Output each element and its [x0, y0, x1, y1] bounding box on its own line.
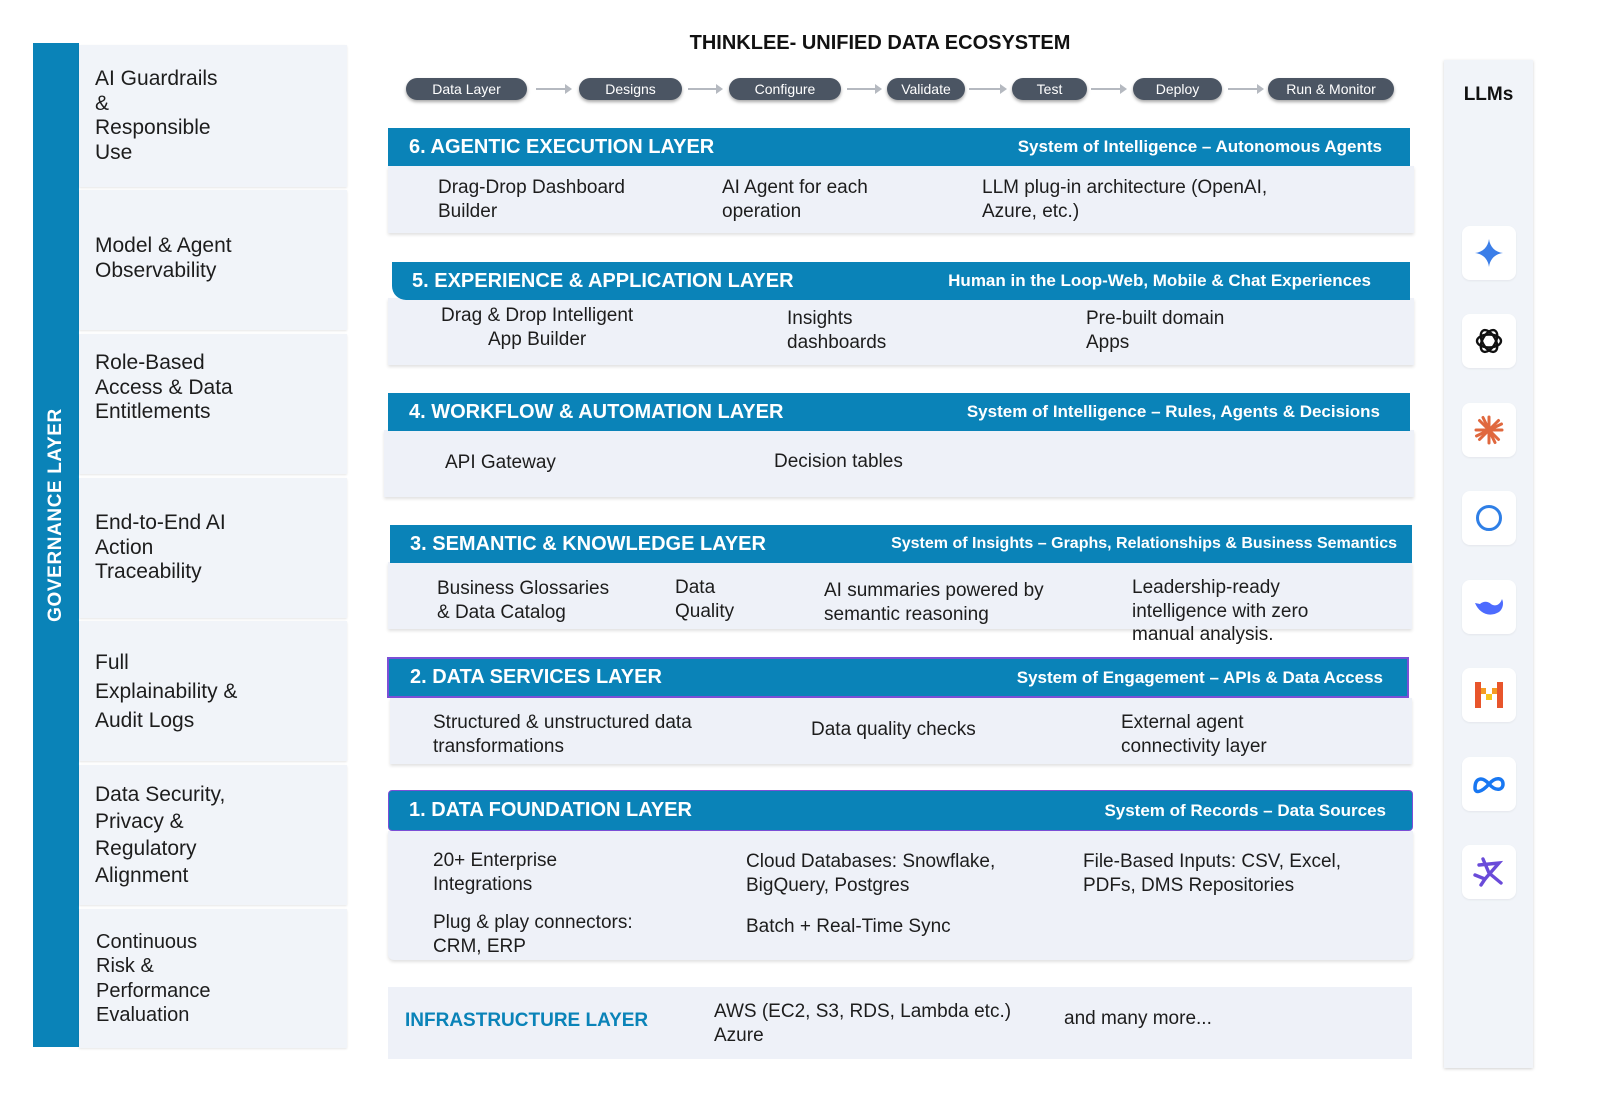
llm-panel	[1444, 60, 1533, 1068]
gemini-icon	[1462, 226, 1516, 280]
meta-icon	[1462, 757, 1516, 811]
layer-item: Pre-built domain Apps	[1086, 308, 1225, 353]
layer-item: AI summaries powered by semantic reasoning	[824, 580, 1044, 625]
layer-item: Business Glossaries & Data Catalog	[437, 578, 610, 623]
layer-tagline: System of Intelligence – Rules, Agents & Decisions	[966, 402, 1380, 421]
claude-icon	[1462, 403, 1516, 457]
layer-item: Batch + Real-Time Sync	[746, 916, 951, 937]
governance-item-access: Role-Based Access & Data Entitlements	[79, 334, 347, 474]
layer-3-header	[390, 525, 1412, 563]
governance-item-observability: Model & Agent Observability	[79, 190, 347, 330]
layer-title: 4. WORKFLOW & AUTOMATION LAYER	[409, 400, 784, 423]
layer-tagline: System of Records – Data Sources	[1104, 800, 1386, 820]
governance-item-explainability: Full Explainability & Audit Logs	[79, 621, 347, 761]
layer-item: Structured & unstructured data transformations	[433, 712, 692, 757]
step-configure: Configure	[729, 78, 841, 100]
layer-tagline: Human in the Loop-Web, Mobile & Chat Experiences	[948, 271, 1371, 290]
layer-title: 2. DATA SERVICES LAYER	[410, 666, 662, 688]
step-run-monitor: Run & Monitor	[1268, 78, 1394, 100]
layer-title: 5. EXPERIENCE & APPLICATION LAYER	[412, 269, 794, 292]
layer-item: AI Agent for each operation	[722, 177, 868, 222]
mistral-icon	[1462, 668, 1516, 722]
layer-item: Drag & Drop Intelligent App Builder	[441, 305, 634, 350]
governance-title: GOVERNANCE LAYER	[45, 408, 66, 622]
infrastructure-title: INFRASTRUCTURE LAYER	[405, 1010, 649, 1031]
perplexity-icon	[1462, 845, 1516, 899]
governance-item-guardrails: AI Guardrails & Responsible Use	[79, 45, 347, 187]
governance-item-security: Data Security, Privacy & Regulatory Alignment	[79, 765, 347, 905]
flow-arrow	[969, 88, 1005, 90]
layer-item: Data Quality	[675, 577, 735, 622]
llm-title: LLMs	[1463, 84, 1514, 105]
layer-5-header	[392, 262, 1410, 300]
layer-item: Plug & play connectors: CRM, ERP	[433, 912, 633, 957]
layer-tagline: System of Insights – Graphs, Relationships & Business Semantics	[891, 535, 1397, 552]
layer-item: 20+ Enterprise Integrations	[433, 850, 558, 895]
step-designs: Designs	[579, 78, 682, 100]
flow-arrow	[847, 88, 880, 90]
layer-1-header	[388, 790, 1413, 831]
layer-item: Insights dashboards	[787, 308, 887, 353]
layer-6-header	[388, 128, 1410, 166]
layer-item: File-Based Inputs: CSV, Excel, PDFs, DMS Repositories	[1083, 851, 1342, 896]
step-test: Test	[1012, 78, 1087, 100]
layer-item: API Gateway	[445, 452, 556, 473]
page-title: THINKLEE- UNIFIED DATA ECOSYSTEM	[689, 32, 1071, 54]
flow-arrow	[688, 88, 721, 90]
infrastructure-item: and many more...	[1064, 1008, 1212, 1029]
layer-item: Leadership-ready intelligence with zero manual analysis.	[1132, 577, 1309, 645]
layer-item: Cloud Databases: Snowflake, BigQuery, Postgres	[746, 851, 996, 896]
layer-title: 3. SEMANTIC & KNOWLEDGE LAYER	[410, 532, 766, 555]
layer-4-header	[388, 393, 1410, 431]
layer-title: 6. AGENTIC EXECUTION LAYER	[409, 135, 715, 158]
step-data-layer: Data Layer	[406, 78, 527, 100]
flow-arrow	[1091, 88, 1125, 90]
flow-arrow	[1228, 88, 1262, 90]
step-validate: Validate	[887, 78, 965, 100]
circle-logo-icon	[1462, 491, 1516, 545]
layer-tagline: System of Intelligence – Autonomous Agents	[1017, 137, 1382, 156]
governance-panel	[79, 45, 347, 1048]
flow-arrow	[536, 88, 570, 90]
infrastructure-item: AWS (EC2, S3, RDS, Lambda etc.) Azure	[714, 1001, 1012, 1046]
layer-item: Decision tables	[774, 451, 903, 472]
layer-item: Data quality checks	[811, 719, 976, 740]
openai-icon	[1462, 314, 1516, 368]
layer-tagline: System of Engagement – APIs & Data Access	[1016, 667, 1383, 687]
step-deploy: Deploy	[1133, 78, 1222, 100]
layer-title: 1. DATA FOUNDATION LAYER	[409, 799, 692, 821]
layer-item: Drag-Drop Dashboard Builder	[438, 177, 625, 222]
governance-item-traceability: End-to-End AI Action Traceability	[79, 478, 347, 618]
governance-item-risk: Continuous Risk & Performance Evaluation	[79, 909, 347, 1048]
layer-item: LLM plug-in architecture (OpenAI, Azure, etc.)	[982, 177, 1268, 222]
layer-2-header	[387, 657, 1409, 698]
deepseek-icon	[1462, 580, 1516, 634]
layer-item: External agent connectivity layer	[1121, 712, 1267, 757]
